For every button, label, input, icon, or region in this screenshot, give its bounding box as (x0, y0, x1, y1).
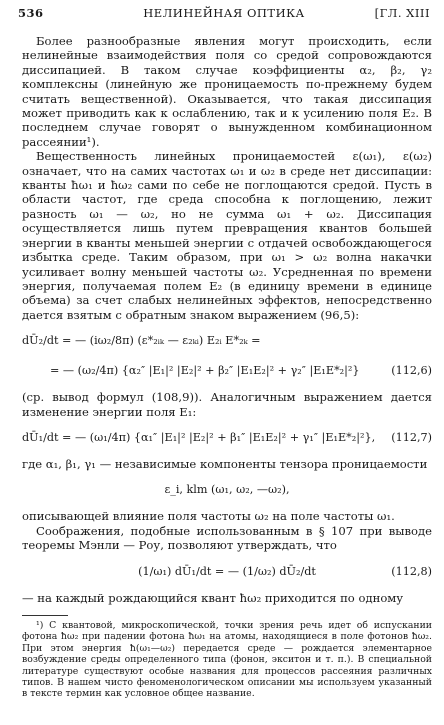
running-title: НЕЛИНЕЙНАЯ ОПТИКА (143, 6, 305, 20)
equation-112-6 (22, 328, 432, 384)
equation-112-8-text: (1/ω₁) dŪ₁/dt = — (1/ω₂) dŪ₂/dt (138, 564, 316, 578)
equation-number-112-7: (112,7) (391, 430, 432, 444)
equation-112-6-line2-text: = — (ω₂/4π) {α₂″ |E₁|² |E₂|² + β₂″ |E₁E₂|² + γ₂″ |E₁E*₂|²} (50, 364, 360, 378)
equation-112-8-line (22, 559, 432, 585)
chapter-label: [ГЛ. XIII (374, 6, 430, 20)
paragraph-components: где α₁, β₁, γ₁ — независимые компоненты тензора проницаемости (22, 456, 428, 471)
equation-112-7-line (22, 425, 432, 451)
paragraph-reality: Вещественность линейных проницаемостей ε(ω₁), ε(ω₂) означает, что на самих частотах ω₁ и ω₂ в среде нет диссипации: кванты ħω₁ и ħω₂ сами по себе не поглощаются средой. Пусть в области частот, где среда способна к поглощению, лежит разность ω₁ — ω₂, но не сумма ω₁ + ω₂. Диссипация осуществляется лишь путем превращения квантов большей энергии в кванты меньшей энергии с отдачей освобождающегося избытка среде. Таким образом, при ω₁ > ω₂ волна накачки усиливает волну меньшей частоты ω₂. Усредненная по времени энергия, получаемая полем E₂ (в единицу времени в единице объема) за счет слабых нелинейных эффектов, непосредственно дается взятым с обратным знаком выражением (96,5): (22, 149, 432, 322)
footnote-divider (22, 615, 68, 616)
equation-112-6-line2 (22, 358, 432, 384)
paragraph-dissipation: Более разнообразные явления могут происходить, если нелинейные взаимодействия поля со средой сопровождаются диссипацией. В таком случае коэффициенты α₂, β₂, γ₂ комплексны (линейную же проницаемость по-прежнему будем считать вещественной). Оказывается, что такая диссипация может приводить как к ослаблению, так и к усилению поля E₂. В последнем случае говорят о вынужденном комбинационном рассеянии¹). (22, 34, 432, 149)
paragraph-quantum: — на каждый рождающийся квант ħω₂ приходится по одному (22, 590, 404, 605)
page-header (18, 6, 430, 24)
equation-number-112-8: (112,8) (391, 564, 432, 578)
equation-number-112-6: (112,6) (391, 364, 432, 378)
page-number: 536 (18, 6, 44, 20)
footnote: ¹) С квантовой, микроскопической, точки зрения речь идет об испускании фотона ħω₂ при падении фотона ħω₁ на атомы, находящиеся в поле фотонов ħω₂. При этом энергия ħ(ω₁—ω₂) передается среде — рождается элементарное возбуждение среды определенного типа (фонон, экситон и т. п.). В специальной литературе существуют особые названия для процессов рассеяния различных типов. В нашем чисто феноменологическом описании мы используем указанный в тексте термин как условное общее название. (22, 619, 432, 700)
page-body (22, 34, 432, 700)
tensor-expression (22, 477, 432, 503)
paragraph-influence: описывающей влияние поля частоты ω₂ на поле частоты ω₁. (22, 509, 395, 524)
equation-112-8 (22, 559, 432, 585)
tensor-line: ε_i, klm (ω₁, ω₂, —ω₂), (164, 483, 290, 497)
equation-112-6-line1: dŪ₂/dt = — (iω₂/8π) (ε*₂ᵢₖ — ε₂ₖᵢ) E₂ᵢ E*₂ₖ = (22, 334, 261, 348)
equation-112-7-text: dŪ₁/dt = — (ω₁/4π) {α₁″ |E₁|² |E₂|² + β₁″ |E₁E₂|² + γ₁″ |E₁E*₂|²}, (22, 430, 376, 444)
paragraph-analog: (ср. вывод формул (108,9)). Аналогичным выражением дается изменение энергии поля E₁: (22, 390, 432, 419)
equation-112-7 (22, 425, 432, 451)
paragraph-manley-rowe: Соображения, подобные использованным в § 107 при выводе теоремы Мэнли — Роу, позволяют утверждать, что (22, 523, 432, 553)
